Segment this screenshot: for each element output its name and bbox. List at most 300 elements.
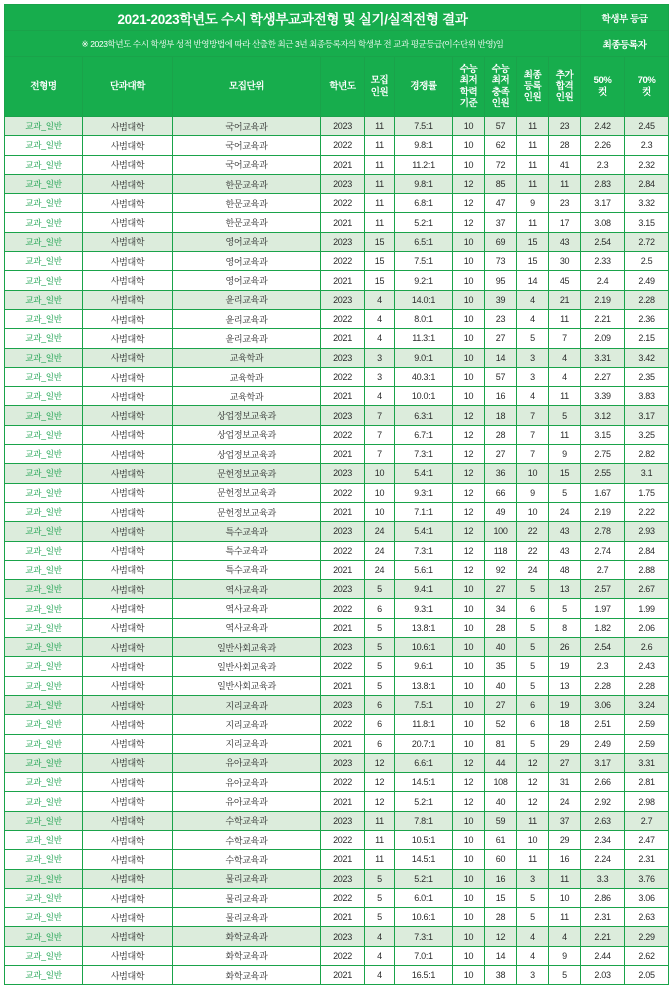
cell-csat-min-standard: 12 bbox=[453, 773, 485, 792]
cell-recruit-unit: 한문교육과 bbox=[173, 213, 321, 232]
cell-final-enrolled: 4 bbox=[517, 387, 549, 406]
cell-additional-pass: 24 bbox=[549, 502, 581, 521]
cell-college: 사범대학 bbox=[83, 676, 173, 695]
cell-quota: 4 bbox=[365, 329, 395, 348]
cell-admission-type: 교과_일반 bbox=[5, 638, 83, 657]
cell-recruit-unit: 역사교육과 bbox=[173, 599, 321, 618]
cell-college: 사범대학 bbox=[83, 367, 173, 386]
cell-academic-year: 2021 bbox=[321, 271, 365, 290]
cell-quota: 6 bbox=[365, 599, 395, 618]
cell-csat-min-standard: 10 bbox=[453, 811, 485, 830]
cell-csat-min-met: 100 bbox=[485, 522, 517, 541]
cell-academic-year: 2021 bbox=[321, 734, 365, 753]
cell-final-enrolled: 11 bbox=[517, 850, 549, 869]
cell-college: 사범대학 bbox=[83, 117, 173, 136]
cell-recruit-unit: 물리교육과 bbox=[173, 908, 321, 927]
cell-csat-min-standard: 10 bbox=[453, 252, 485, 271]
cell-cut-50: 3.39 bbox=[581, 387, 625, 406]
table-row bbox=[5, 580, 669, 599]
grade-band-label: 학생부 등급 bbox=[581, 5, 669, 31]
cell-cut-50: 2.31 bbox=[581, 908, 625, 927]
cell-additional-pass: 23 bbox=[549, 194, 581, 213]
cell-admission-type: 교과_일반 bbox=[5, 194, 83, 213]
cell-quota: 5 bbox=[365, 638, 395, 657]
cell-additional-pass: 43 bbox=[549, 541, 581, 560]
cell-quota: 24 bbox=[365, 522, 395, 541]
cell-admission-type: 교과_일반 bbox=[5, 252, 83, 271]
cell-college: 사범대학 bbox=[83, 888, 173, 907]
cell-additional-pass: 11 bbox=[549, 425, 581, 444]
cell-csat-min-met: 118 bbox=[485, 541, 517, 560]
cell-cut-70: 2.31 bbox=[625, 850, 669, 869]
cell-final-enrolled: 7 bbox=[517, 406, 549, 425]
cell-college: 사범대학 bbox=[83, 638, 173, 657]
table-row bbox=[5, 753, 669, 772]
cell-admission-type: 교과_일반 bbox=[5, 290, 83, 309]
cell-cut-50: 3.31 bbox=[581, 348, 625, 367]
cell-admission-type: 교과_일반 bbox=[5, 869, 83, 888]
cell-cut-50: 3.17 bbox=[581, 753, 625, 772]
cell-college: 사범대학 bbox=[83, 869, 173, 888]
cell-quota: 5 bbox=[365, 580, 395, 599]
cell-quota: 4 bbox=[365, 966, 395, 985]
cell-additional-pass: 37 bbox=[549, 811, 581, 830]
cell-recruit-unit: 유아교육과 bbox=[173, 753, 321, 772]
cell-recruit-unit: 물리교육과 bbox=[173, 869, 321, 888]
cell-additional-pass: 26 bbox=[549, 638, 581, 657]
cell-quota: 12 bbox=[365, 792, 395, 811]
cell-admission-type: 교과_일반 bbox=[5, 695, 83, 714]
cell-csat-min-standard: 12 bbox=[453, 406, 485, 425]
cell-cut-70: 2.28 bbox=[625, 676, 669, 695]
cell-recruit-unit: 영어교육과 bbox=[173, 271, 321, 290]
cell-final-enrolled: 15 bbox=[517, 232, 549, 251]
cell-competition-rate: 9.3:1 bbox=[395, 483, 453, 502]
table-row bbox=[5, 406, 669, 425]
cell-competition-rate: 6.7:1 bbox=[395, 425, 453, 444]
table-row bbox=[5, 194, 669, 213]
cell-quota: 10 bbox=[365, 502, 395, 521]
cell-admission-type: 교과_일반 bbox=[5, 329, 83, 348]
cell-academic-year: 2023 bbox=[321, 869, 365, 888]
cell-cut-70: 3.31 bbox=[625, 753, 669, 772]
cell-academic-year: 2022 bbox=[321, 483, 365, 502]
cell-additional-pass: 5 bbox=[549, 599, 581, 618]
table-row bbox=[5, 927, 669, 946]
cell-final-enrolled: 11 bbox=[517, 136, 549, 155]
cell-cut-50: 2.74 bbox=[581, 541, 625, 560]
cell-academic-year: 2023 bbox=[321, 522, 365, 541]
cell-admission-type: 교과_일반 bbox=[5, 155, 83, 174]
cell-csat-min-met: 59 bbox=[485, 811, 517, 830]
column-header-competition-rate: 경쟁률 bbox=[395, 57, 453, 117]
cell-academic-year: 2021 bbox=[321, 908, 365, 927]
cell-cut-70: 2.63 bbox=[625, 908, 669, 927]
cell-csat-min-standard: 10 bbox=[453, 290, 485, 309]
cell-recruit-unit: 윤리교육과 bbox=[173, 329, 321, 348]
cell-cut-50: 1.82 bbox=[581, 618, 625, 637]
cell-final-enrolled: 7 bbox=[517, 445, 549, 464]
page-subtitle: ※ 2023학년도 수시 학생부 성적 반영방법에 따라 산출한 최근 3년 최종등록자의 학생부 전 교과 평균등급(이수단위 반영)임 bbox=[5, 31, 581, 57]
cell-csat-min-met: 108 bbox=[485, 773, 517, 792]
cell-academic-year: 2021 bbox=[321, 792, 365, 811]
cell-cut-70: 1.75 bbox=[625, 483, 669, 502]
cell-csat-min-met: 73 bbox=[485, 252, 517, 271]
cell-admission-type: 교과_일반 bbox=[5, 946, 83, 965]
cell-quota: 15 bbox=[365, 232, 395, 251]
cell-admission-type: 교과_일반 bbox=[5, 676, 83, 695]
cell-college: 사범대학 bbox=[83, 406, 173, 425]
table-row bbox=[5, 618, 669, 637]
cell-academic-year: 2021 bbox=[321, 618, 365, 637]
cell-quota: 6 bbox=[365, 734, 395, 753]
cell-final-enrolled: 12 bbox=[517, 792, 549, 811]
cell-final-enrolled: 4 bbox=[517, 290, 549, 309]
cell-cut-70: 3.15 bbox=[625, 213, 669, 232]
table-row bbox=[5, 830, 669, 849]
cell-final-enrolled: 3 bbox=[517, 367, 549, 386]
cell-cut-50: 2.4 bbox=[581, 271, 625, 290]
cell-college: 사범대학 bbox=[83, 966, 173, 985]
table-row bbox=[5, 367, 669, 386]
cell-admission-type: 교과_일반 bbox=[5, 580, 83, 599]
cell-additional-pass: 11 bbox=[549, 387, 581, 406]
cell-cut-70: 2.43 bbox=[625, 657, 669, 676]
cell-csat-min-met: 47 bbox=[485, 194, 517, 213]
cell-csat-min-standard: 12 bbox=[453, 792, 485, 811]
cell-final-enrolled: 4 bbox=[517, 946, 549, 965]
cell-additional-pass: 18 bbox=[549, 715, 581, 734]
cell-competition-rate: 5.6:1 bbox=[395, 560, 453, 579]
cell-additional-pass: 41 bbox=[549, 155, 581, 174]
cell-college: 사범대학 bbox=[83, 502, 173, 521]
cell-admission-type: 교과_일반 bbox=[5, 117, 83, 136]
cell-final-enrolled: 15 bbox=[517, 252, 549, 271]
cell-recruit-unit: 교육학과 bbox=[173, 348, 321, 367]
cell-additional-pass: 31 bbox=[549, 773, 581, 792]
cell-cut-70: 2.29 bbox=[625, 927, 669, 946]
cell-college: 사범대학 bbox=[83, 232, 173, 251]
cell-additional-pass: 23 bbox=[549, 117, 581, 136]
cell-final-enrolled: 3 bbox=[517, 348, 549, 367]
cell-quota: 5 bbox=[365, 908, 395, 927]
cell-cut-50: 2.21 bbox=[581, 309, 625, 328]
cell-admission-type: 교과_일반 bbox=[5, 792, 83, 811]
cell-academic-year: 2023 bbox=[321, 290, 365, 309]
cell-admission-type: 교과_일반 bbox=[5, 387, 83, 406]
cell-competition-rate: 13.8:1 bbox=[395, 676, 453, 695]
cell-quota: 5 bbox=[365, 869, 395, 888]
cell-recruit-unit: 특수교육과 bbox=[173, 560, 321, 579]
cell-academic-year: 2022 bbox=[321, 830, 365, 849]
table-row bbox=[5, 290, 669, 309]
cell-cut-50: 2.54 bbox=[581, 232, 625, 251]
cell-cut-70: 2.72 bbox=[625, 232, 669, 251]
cell-competition-rate: 10.6:1 bbox=[395, 908, 453, 927]
cell-academic-year: 2023 bbox=[321, 464, 365, 483]
cell-academic-year: 2023 bbox=[321, 580, 365, 599]
cell-quota: 24 bbox=[365, 560, 395, 579]
cell-quota: 12 bbox=[365, 753, 395, 772]
cell-recruit-unit: 윤리교육과 bbox=[173, 309, 321, 328]
cell-csat-min-standard: 10 bbox=[453, 329, 485, 348]
cell-cut-50: 2.78 bbox=[581, 522, 625, 541]
cell-college: 사범대학 bbox=[83, 946, 173, 965]
cell-csat-min-met: 95 bbox=[485, 271, 517, 290]
cell-csat-min-standard: 10 bbox=[453, 387, 485, 406]
cell-cut-50: 2.3 bbox=[581, 155, 625, 174]
cell-final-enrolled: 11 bbox=[517, 117, 549, 136]
cell-quota: 5 bbox=[365, 676, 395, 695]
cell-academic-year: 2022 bbox=[321, 599, 365, 618]
cell-final-enrolled: 5 bbox=[517, 618, 549, 637]
cell-college: 사범대학 bbox=[83, 560, 173, 579]
cell-competition-rate: 5.2:1 bbox=[395, 792, 453, 811]
cell-cut-50: 3.3 bbox=[581, 869, 625, 888]
cell-csat-min-met: 16 bbox=[485, 869, 517, 888]
cell-competition-rate: 7.3:1 bbox=[395, 541, 453, 560]
cell-recruit-unit: 교육학과 bbox=[173, 387, 321, 406]
cell-college: 사범대학 bbox=[83, 657, 173, 676]
cell-recruit-unit: 한문교육과 bbox=[173, 174, 321, 193]
cell-cut-70: 2.49 bbox=[625, 271, 669, 290]
cell-academic-year: 2023 bbox=[321, 695, 365, 714]
cell-csat-min-standard: 10 bbox=[453, 966, 485, 985]
cell-additional-pass: 11 bbox=[549, 869, 581, 888]
cell-additional-pass: 27 bbox=[549, 753, 581, 772]
cell-academic-year: 2023 bbox=[321, 232, 365, 251]
cell-cut-50: 2.28 bbox=[581, 676, 625, 695]
cell-quota: 4 bbox=[365, 927, 395, 946]
cell-recruit-unit: 국어교육과 bbox=[173, 136, 321, 155]
cell-academic-year: 2021 bbox=[321, 850, 365, 869]
cell-additional-pass: 8 bbox=[549, 618, 581, 637]
cell-admission-type: 교과_일반 bbox=[5, 136, 83, 155]
cell-academic-year: 2023 bbox=[321, 117, 365, 136]
table-row bbox=[5, 213, 669, 232]
cell-competition-rate: 11.2:1 bbox=[395, 155, 453, 174]
cell-additional-pass: 28 bbox=[549, 136, 581, 155]
cell-competition-rate: 5.4:1 bbox=[395, 464, 453, 483]
table-row bbox=[5, 811, 669, 830]
cell-csat-min-standard: 10 bbox=[453, 830, 485, 849]
cell-cut-50: 2.7 bbox=[581, 560, 625, 579]
cell-admission-type: 교과_일반 bbox=[5, 522, 83, 541]
cell-quota: 15 bbox=[365, 271, 395, 290]
cell-cut-70: 3.25 bbox=[625, 425, 669, 444]
cell-final-enrolled: 3 bbox=[517, 869, 549, 888]
cell-academic-year: 2021 bbox=[321, 502, 365, 521]
cell-cut-50: 2.19 bbox=[581, 502, 625, 521]
cell-admission-type: 교과_일반 bbox=[5, 502, 83, 521]
cell-college: 사범대학 bbox=[83, 290, 173, 309]
table-row bbox=[5, 792, 669, 811]
cell-cut-50: 2.63 bbox=[581, 811, 625, 830]
cell-admission-type: 교과_일반 bbox=[5, 927, 83, 946]
cell-competition-rate: 11.3:1 bbox=[395, 329, 453, 348]
cell-college: 사범대학 bbox=[83, 695, 173, 714]
cell-csat-min-standard: 10 bbox=[453, 657, 485, 676]
cell-additional-pass: 5 bbox=[549, 483, 581, 502]
cell-competition-rate: 6.8:1 bbox=[395, 194, 453, 213]
cell-csat-min-met: 14 bbox=[485, 348, 517, 367]
column-header-recruit-unit: 모집단위 bbox=[173, 57, 321, 117]
cell-competition-rate: 7.8:1 bbox=[395, 811, 453, 830]
cell-competition-rate: 14.5:1 bbox=[395, 850, 453, 869]
cell-final-enrolled: 4 bbox=[517, 927, 549, 946]
cell-csat-min-standard: 10 bbox=[453, 908, 485, 927]
cell-csat-min-met: 39 bbox=[485, 290, 517, 309]
cell-quota: 11 bbox=[365, 174, 395, 193]
table-row bbox=[5, 773, 669, 792]
cell-college: 사범대학 bbox=[83, 811, 173, 830]
cell-recruit-unit: 영어교육과 bbox=[173, 232, 321, 251]
cell-csat-min-met: 35 bbox=[485, 657, 517, 676]
cell-academic-year: 2022 bbox=[321, 309, 365, 328]
cell-cut-70: 2.81 bbox=[625, 773, 669, 792]
cell-csat-min-standard: 10 bbox=[453, 888, 485, 907]
cell-quota: 11 bbox=[365, 213, 395, 232]
cell-academic-year: 2022 bbox=[321, 657, 365, 676]
cell-cut-50: 2.49 bbox=[581, 734, 625, 753]
cell-academic-year: 2021 bbox=[321, 155, 365, 174]
final-enrollee-label: 최종등록자 bbox=[581, 31, 669, 57]
cell-recruit-unit: 특수교육과 bbox=[173, 522, 321, 541]
cell-academic-year: 2022 bbox=[321, 541, 365, 560]
cell-cut-50: 2.54 bbox=[581, 638, 625, 657]
cell-cut-70: 2.6 bbox=[625, 638, 669, 657]
table-row bbox=[5, 638, 669, 657]
cell-quota: 10 bbox=[365, 483, 395, 502]
cell-cut-50: 3.08 bbox=[581, 213, 625, 232]
table-row bbox=[5, 734, 669, 753]
cell-csat-min-met: 27 bbox=[485, 580, 517, 599]
cell-csat-min-standard: 10 bbox=[453, 927, 485, 946]
cell-academic-year: 2021 bbox=[321, 213, 365, 232]
subtitle-row bbox=[5, 31, 669, 57]
cell-final-enrolled: 11 bbox=[517, 213, 549, 232]
cell-recruit-unit: 국어교육과 bbox=[173, 117, 321, 136]
cell-additional-pass: 4 bbox=[549, 348, 581, 367]
cell-cut-70: 2.35 bbox=[625, 367, 669, 386]
table-body bbox=[5, 117, 669, 985]
cell-final-enrolled: 5 bbox=[517, 734, 549, 753]
table-row bbox=[5, 869, 669, 888]
cell-cut-50: 2.03 bbox=[581, 966, 625, 985]
cell-csat-min-standard: 10 bbox=[453, 734, 485, 753]
cell-additional-pass: 43 bbox=[549, 232, 581, 251]
cell-cut-70: 2.82 bbox=[625, 445, 669, 464]
table-row bbox=[5, 445, 669, 464]
cell-academic-year: 2022 bbox=[321, 425, 365, 444]
cell-cut-70: 3.76 bbox=[625, 869, 669, 888]
cell-csat-min-standard: 12 bbox=[453, 174, 485, 193]
cell-csat-min-met: 62 bbox=[485, 136, 517, 155]
column-header-cut-70: 70% 컷 bbox=[625, 57, 669, 117]
cell-additional-pass: 29 bbox=[549, 830, 581, 849]
cell-academic-year: 2021 bbox=[321, 676, 365, 695]
cell-cut-70: 2.3 bbox=[625, 136, 669, 155]
cell-academic-year: 2021 bbox=[321, 387, 365, 406]
cell-cut-50: 2.86 bbox=[581, 888, 625, 907]
table-row bbox=[5, 309, 669, 328]
cell-academic-year: 2023 bbox=[321, 174, 365, 193]
table-row bbox=[5, 483, 669, 502]
table-row bbox=[5, 522, 669, 541]
cell-recruit-unit: 지리교육과 bbox=[173, 715, 321, 734]
column-header-admission-type: 전형명 bbox=[5, 57, 83, 117]
cell-college: 사범대학 bbox=[83, 425, 173, 444]
cell-cut-50: 2.09 bbox=[581, 329, 625, 348]
cell-cut-50: 2.51 bbox=[581, 715, 625, 734]
cell-quota: 11 bbox=[365, 117, 395, 136]
cell-college: 사범대학 bbox=[83, 387, 173, 406]
table-row bbox=[5, 155, 669, 174]
cell-recruit-unit: 일반사회교육과 bbox=[173, 676, 321, 695]
table-row bbox=[5, 502, 669, 521]
cell-competition-rate: 9.6:1 bbox=[395, 657, 453, 676]
cell-admission-type: 교과_일반 bbox=[5, 232, 83, 251]
table-row bbox=[5, 252, 669, 271]
cell-additional-pass: 11 bbox=[549, 908, 581, 927]
cell-cut-70: 2.5 bbox=[625, 252, 669, 271]
table-row bbox=[5, 174, 669, 193]
cell-cut-50: 3.17 bbox=[581, 194, 625, 213]
cell-cut-70: 2.7 bbox=[625, 811, 669, 830]
cell-recruit-unit: 지리교육과 bbox=[173, 734, 321, 753]
cell-quota: 4 bbox=[365, 387, 395, 406]
cell-academic-year: 2022 bbox=[321, 252, 365, 271]
cell-admission-type: 교과_일반 bbox=[5, 309, 83, 328]
cell-csat-min-standard: 10 bbox=[453, 695, 485, 714]
cell-final-enrolled: 14 bbox=[517, 271, 549, 290]
cell-competition-rate: 10.6:1 bbox=[395, 638, 453, 657]
cell-csat-min-met: 27 bbox=[485, 445, 517, 464]
cell-recruit-unit: 문헌정보교육과 bbox=[173, 483, 321, 502]
cell-admission-type: 교과_일반 bbox=[5, 773, 83, 792]
cell-quota: 11 bbox=[365, 811, 395, 830]
cell-competition-rate: 14.0:1 bbox=[395, 290, 453, 309]
cell-final-enrolled: 3 bbox=[517, 966, 549, 985]
cell-csat-min-standard: 10 bbox=[453, 850, 485, 869]
cell-cut-50: 2.21 bbox=[581, 927, 625, 946]
cell-csat-min-standard: 12 bbox=[453, 541, 485, 560]
cell-competition-rate: 9.3:1 bbox=[395, 599, 453, 618]
cell-quota: 5 bbox=[365, 888, 395, 907]
table-row bbox=[5, 560, 669, 579]
cell-college: 사범대학 bbox=[83, 213, 173, 232]
cell-competition-rate: 14.5:1 bbox=[395, 773, 453, 792]
cell-additional-pass: 21 bbox=[549, 290, 581, 309]
cell-cut-70: 2.67 bbox=[625, 580, 669, 599]
cell-academic-year: 2022 bbox=[321, 194, 365, 213]
cell-cut-70: 2.98 bbox=[625, 792, 669, 811]
cell-cut-50: 2.57 bbox=[581, 580, 625, 599]
cell-college: 사범대학 bbox=[83, 715, 173, 734]
cell-csat-min-standard: 10 bbox=[453, 638, 485, 657]
cell-final-enrolled: 5 bbox=[517, 638, 549, 657]
cell-cut-50: 2.27 bbox=[581, 367, 625, 386]
cell-csat-min-met: 40 bbox=[485, 792, 517, 811]
column-header-academic-year: 학년도 bbox=[321, 57, 365, 117]
table-row bbox=[5, 387, 669, 406]
cell-recruit-unit: 유아교육과 bbox=[173, 773, 321, 792]
cell-csat-min-met: 57 bbox=[485, 117, 517, 136]
cell-final-enrolled: 12 bbox=[517, 773, 549, 792]
cell-cut-50: 2.66 bbox=[581, 773, 625, 792]
cell-csat-min-met: 92 bbox=[485, 560, 517, 579]
table-row bbox=[5, 695, 669, 714]
